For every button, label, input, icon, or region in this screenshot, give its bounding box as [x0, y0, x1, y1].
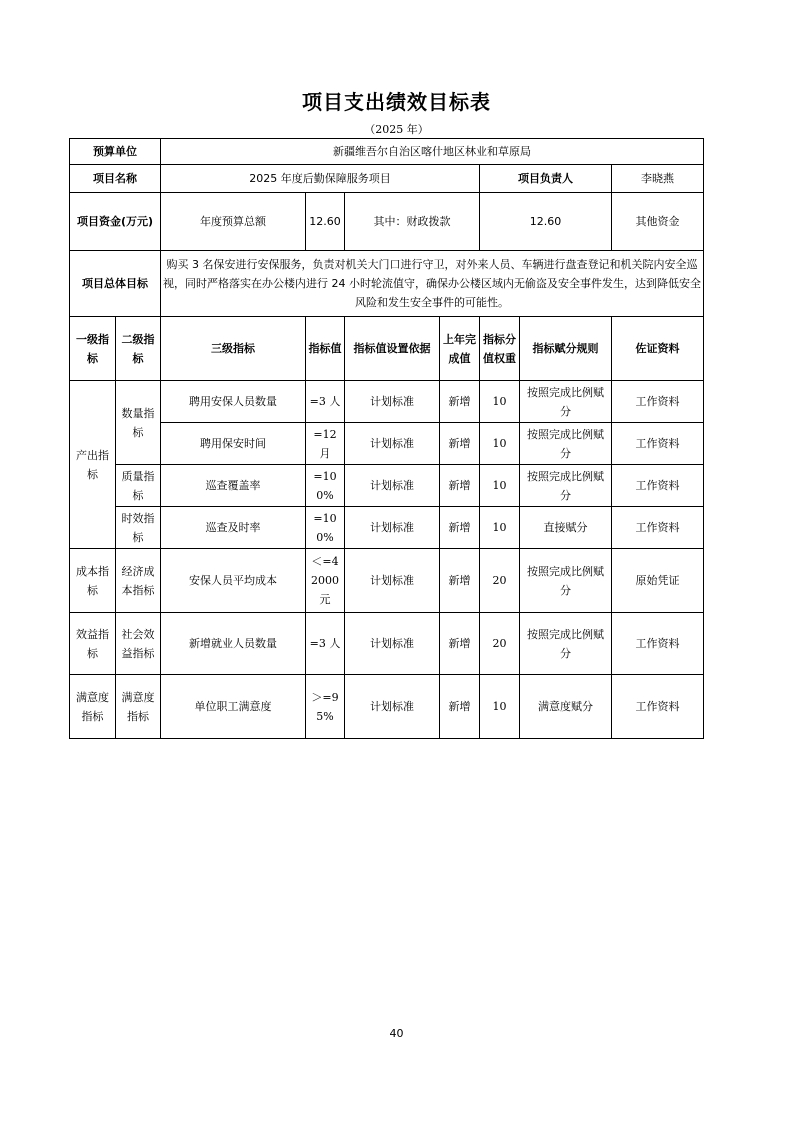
table-row: [70, 465, 704, 507]
table-row: [70, 675, 704, 739]
cell-name: 单位职工满意度: [161, 675, 306, 739]
value-budget-unit: 新疆维吾尔自治区喀什地区林业和草原局: [161, 139, 704, 165]
cell-value: ＞=95%: [306, 675, 345, 739]
header-prev-value: 上年完成值: [440, 317, 480, 381]
cell-rule: 直接赋分: [520, 507, 612, 549]
row-project-name: [70, 165, 704, 193]
cell-evidence: 工作资料: [612, 613, 704, 675]
cell-evidence: 工作资料: [612, 423, 704, 465]
cell-weight: 10: [480, 675, 520, 739]
cell-evidence: 工作资料: [612, 381, 704, 423]
table-row: [70, 613, 704, 675]
cell-rule: 按照完成比例赋分: [520, 423, 612, 465]
cell-prev: 新增: [440, 675, 480, 739]
subgroup-economic-cost: 经济成本指标: [116, 549, 161, 613]
cell-basis: 计划标准: [345, 675, 440, 739]
cell-name: 安保人员平均成本: [161, 549, 306, 613]
cell-basis: 计划标准: [345, 613, 440, 675]
cell-weight: 20: [480, 549, 520, 613]
cell-weight: 20: [480, 613, 520, 675]
value-project-lead: 李晓燕: [612, 165, 704, 193]
group-cost: 成本指标: [70, 549, 116, 613]
cell-value: ＜=42000 元: [306, 549, 345, 613]
header-level1: 一级指标: [70, 317, 116, 381]
group-output: 产出指标: [70, 381, 116, 549]
table-row: [70, 381, 704, 423]
group-satisfaction: 满意度指标: [70, 675, 116, 739]
cell-evidence: 原始凭证: [612, 549, 704, 613]
cell-rule: 按照完成比例赋分: [520, 613, 612, 675]
cell-prev: 新增: [440, 507, 480, 549]
cell-prev: 新增: [440, 465, 480, 507]
subgroup-satisfaction: 满意度指标: [116, 675, 161, 739]
cell-weight: 10: [480, 507, 520, 549]
cell-weight: 10: [480, 423, 520, 465]
header-level2: 二级指标: [116, 317, 161, 381]
cell-rule: 满意度赋分: [520, 675, 612, 739]
row-budget-unit: [70, 139, 704, 165]
label-project-funds: 项目资金(万元): [70, 193, 161, 251]
cell-evidence: 工作资料: [612, 465, 704, 507]
header-basis: 指标值设置依据: [345, 317, 440, 381]
subgroup-timeliness: 时效指标: [116, 507, 161, 549]
performance-goal-table: [69, 138, 704, 739]
subgroup-quality: 质量指标: [116, 465, 161, 507]
value-overall-goal: 购买 3 名保安进行安保服务，负责对机关大门口进行守卫，对外来人员、车辆进行盘查登记和机关院内安全巡视，同时严格落实在办公楼内进行 24 小时轮流值守，确保办公楼区域内无偷盗及安全事件发生，达到降低安全风险和发生安全事件的可能性。: [161, 251, 704, 317]
cell-basis: 计划标准: [345, 465, 440, 507]
cell-weight: 10: [480, 381, 520, 423]
header-level3: 三级指标: [161, 317, 306, 381]
cell-name: 聘用安保人员数量: [161, 381, 306, 423]
table-row: [70, 549, 704, 613]
cell-basis: 计划标准: [345, 507, 440, 549]
label-other-funds: 其他资金: [612, 193, 704, 251]
cell-name: 聘用保安时间: [161, 423, 306, 465]
header-row: [70, 317, 704, 381]
row-overall-goal: [70, 251, 704, 317]
cell-rule: 按照完成比例赋分: [520, 381, 612, 423]
row-project-funds: [70, 193, 704, 251]
group-benefit: 效益指标: [70, 613, 116, 675]
label-annual-budget: 年度预算总额: [161, 193, 306, 251]
cell-rule: 按照完成比例赋分: [520, 549, 612, 613]
label-budget-unit: 预算单位: [70, 139, 161, 165]
cell-prev: 新增: [440, 423, 480, 465]
cell-weight: 10: [480, 465, 520, 507]
header-weight: 指标分值权重: [480, 317, 520, 381]
subgroup-quantity: 数量指标: [116, 381, 161, 465]
label-project-lead: 项目负责人: [480, 165, 612, 193]
cell-value: =100%: [306, 465, 345, 507]
cell-prev: 新增: [440, 381, 480, 423]
cell-evidence: 工作资料: [612, 675, 704, 739]
cell-prev: 新增: [440, 613, 480, 675]
cell-basis: 计划标准: [345, 381, 440, 423]
cell-value: =100%: [306, 507, 345, 549]
cell-rule: 按照完成比例赋分: [520, 465, 612, 507]
label-project-name: 项目名称: [70, 165, 161, 193]
value-fiscal: 12.60: [480, 193, 612, 251]
table-row: [70, 423, 704, 465]
cell-name: 巡查及时率: [161, 507, 306, 549]
label-of-which-fiscal: 其中：财政拨款: [345, 193, 480, 251]
label-overall-goal: 项目总体目标: [70, 251, 161, 317]
cell-value: =3 人: [306, 381, 345, 423]
header-rule: 指标赋分规则: [520, 317, 612, 381]
table-row: [70, 507, 704, 549]
cell-value: =12 月: [306, 423, 345, 465]
cell-name: 新增就业人员数量: [161, 613, 306, 675]
cell-prev: 新增: [440, 549, 480, 613]
cell-basis: 计划标准: [345, 423, 440, 465]
cell-evidence: 工作资料: [612, 507, 704, 549]
subgroup-social-benefit: 社会效益指标: [116, 613, 161, 675]
header-evidence: 佐证资料: [612, 317, 704, 381]
cell-basis: 计划标准: [345, 549, 440, 613]
page-number: 40: [389, 1027, 404, 1040]
cell-value: =3 人: [306, 613, 345, 675]
cell-name: 巡查覆盖率: [161, 465, 306, 507]
value-project-name: 2025 年度后勤保障服务项目: [161, 165, 480, 193]
year-label: （2025 年）: [364, 123, 429, 136]
header-indicator-value: 指标值: [306, 317, 345, 381]
value-annual-budget: 12.60: [306, 193, 345, 251]
page-title: 项目支出绩效目标表: [302, 90, 491, 114]
